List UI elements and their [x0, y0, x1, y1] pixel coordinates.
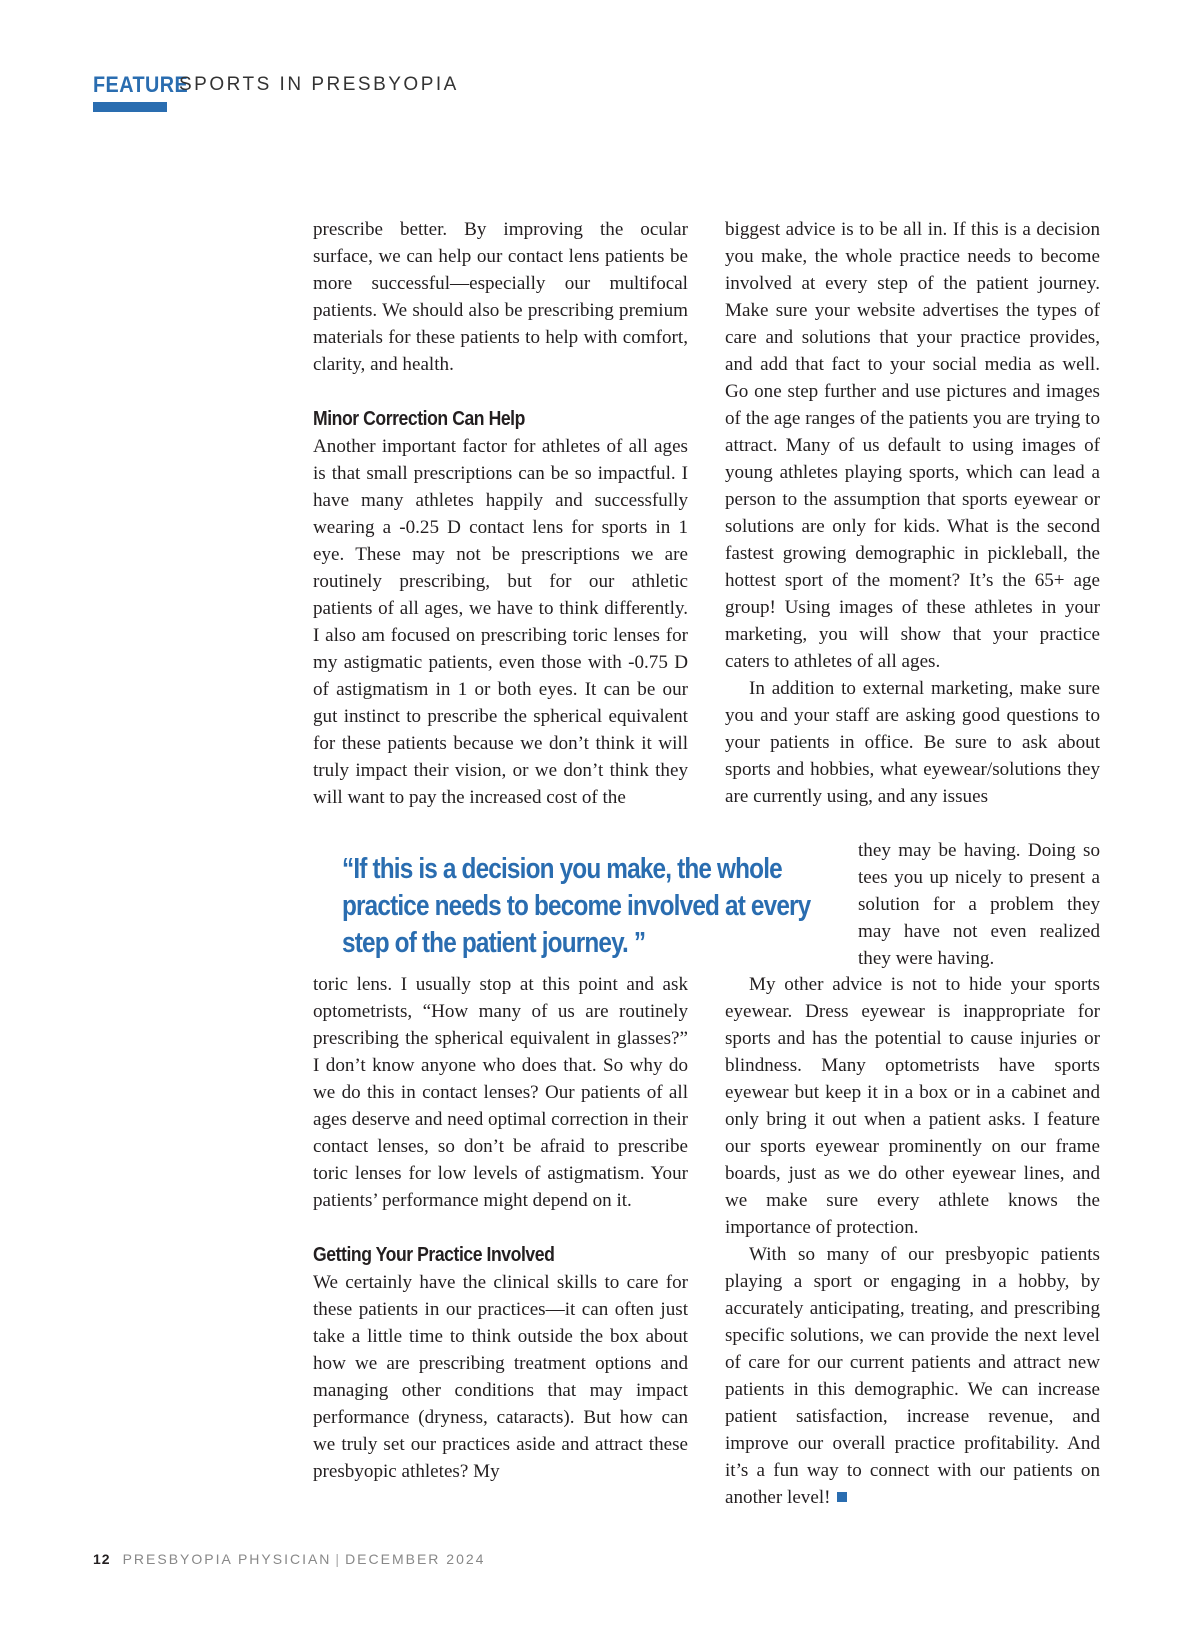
right-column-top	[725, 216, 1100, 810]
page-footer	[93, 1551, 485, 1567]
left-column-top	[313, 216, 688, 811]
subhead-minor-correction: Minor Correction Can Help	[313, 408, 525, 430]
right-column-narrow	[858, 837, 1100, 972]
pull-quote-line-2: practice needs to become involved at every	[342, 890, 811, 922]
pull-quote-line-1: “If this is a decision you make, the whole	[342, 853, 782, 885]
publication-name: PRESBYOPIA PHYSICIAN	[122, 1551, 332, 1567]
right-paragraph-1: biggest advice is to be all in. If this is a decision you make, the whole practice needs to become involved at every step of the patient journey. Make sure your website advertises the types of care and solutions that your practice provides, and add that fact to your social media as well. Go one step further and use pictures and images of the age ranges of the patients you are trying to attract. Many of us default to using images of young athletes playing sports, which can lead a person to the assumption that sports eyewear or solutions are only for kids. What is the second fastest growing demographic in pickleball, the hottest sport of the moment? It’s the 65+ age group! Using images of these athletes in your marketing, you will show that your practice caters to athletes of all ages.	[725, 219, 1100, 672]
right-paragraph-4	[725, 1241, 1100, 1511]
page-number: 12	[93, 1551, 111, 1567]
pull-quote-line-3: step of the patient journey. ”	[342, 927, 646, 959]
right-paragraph-4-text: With so many of our presbyopic patients playing a sport or engaging in a hobby, by accurately anticipating, treating, and prescribing specific solutions, we can provide the next level of care for our current patients and attract new patients in this demographic. We can increase patient satisfaction, increase revenue, and improve our overall practice profitability. And it’s a fun way to connect with our patients on another level!	[725, 1244, 1100, 1508]
left-paragraph-4: We certainly have the clinical skills to care for these patients in our practices—it can often just take a little time to think outside the box about how we are prescribing treatment options and managing other conditions that may impact performance (dryness, cataracts). But how can we truly set our practices aside and attract these presbyopic athletes? My	[313, 1272, 688, 1482]
left-paragraph-1: prescribe better. By improving the ocular surface, we can help our contact lens patients be more successful—especially our multifocal patients. We should also be prescribing premium materials for these patients to help with comfort, clarity, and health.	[313, 219, 688, 375]
pull-quote	[342, 851, 852, 962]
header-accent-bar	[93, 102, 167, 112]
subhead-practice-involved: Getting Your Practice Involved	[313, 1244, 555, 1266]
end-of-article-mark	[837, 1492, 847, 1502]
right-paragraph-2: In addition to external marketing, make sure you and your staff are asking good questions to your patients in office. Be sure to ask about sports and hobbies, what eyewear/solutions they are currently using, and any issues	[725, 678, 1100, 807]
right-paragraph-3: My other advice is not to hide your sports eyewear. Dress eyewear is inappropriate for sports and has the potential to cause injuries or blindness. Many optometrists have sports eyewear but keep it in a box or in a cabinet and only bring it out when a patient asks. I feature our sports eyewear prominently on our frame boards, just as we do other eyewear lines, and we make sure every athlete knows the importance of protection.	[725, 974, 1100, 1238]
right-column-bottom	[725, 971, 1100, 1511]
left-paragraph-3: toric lens. I usually stop at this point and ask optometrists, “How many of us are routinely prescribing the spherical equivalent in glasses?” I don’t know anyone who does that. So why do we do this in contact lenses? Our patients of all ages deserve and need optimal correction in their contact lenses, so don’t be afraid to prescribe toric lenses for low levels of astigmatism. Your patients’ performance might depend on it.	[313, 974, 688, 1211]
left-column-bottom	[313, 971, 688, 1485]
right-paragraph-2-continued: they may be having. Doing so tees you up nicely to present a solution for a problem they may have not even realized they were having.	[858, 840, 1100, 969]
footer-separator: |	[335, 1551, 342, 1567]
section-title: SPORTS IN PRESBYOPIA	[179, 74, 459, 95]
feature-label: FEATURE	[93, 72, 189, 97]
left-paragraph-2: Another important factor for athletes of all ages is that small prescriptions can be so impactful. I have many athletes happily and successfully wearing a -0.25 D contact lens for sports in 1 eye. These may not be prescriptions we are routinely prescribing, but for our athletic patients of all ages, we have to think differently. I also am focused on prescribing toric lenses for my astigmatic patients, even those with -0.75 D of astigmatism in 1 or both eyes. It can be our gut instinct to prescribe the spherical equivalent for these patients because we don’t think it will truly impact their vision, or we don’t think they will want to pay the increased cost of the	[313, 436, 688, 808]
issue-date: DECEMBER 2024	[345, 1551, 486, 1567]
